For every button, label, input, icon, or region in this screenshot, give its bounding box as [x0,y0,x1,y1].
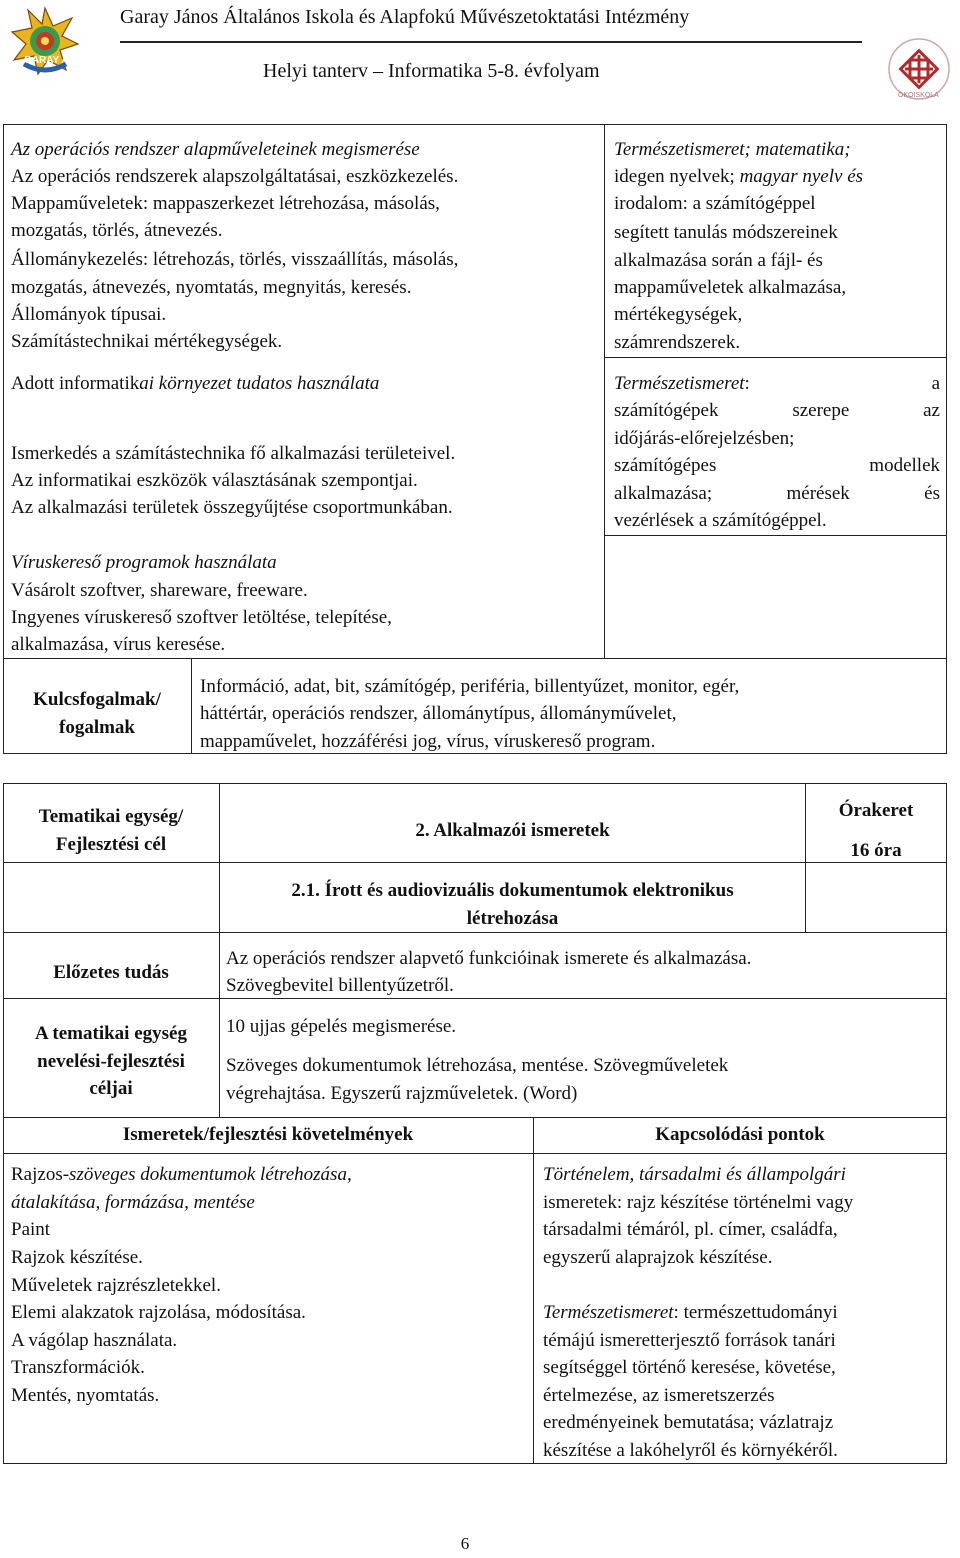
text-line: Transzformációk. [11,1357,145,1378]
unit-title: 2. Alkalmazói ismeretek [415,820,610,841]
text-part: alkalmazása; [614,483,713,504]
text-line [614,163,863,191]
text-part: idegen nyelvek; [614,166,740,187]
text-line: Mappaműveletek: mappaszerkezet létrehozása, másolás, [11,193,440,214]
text-line: Mentés, nyomtatás. [11,1385,160,1406]
text-line: Az operációs rendszer alapvető funkcióinak ismerete és alkalmazása. [226,948,752,969]
hours-value: 16 óra [850,840,902,861]
text-part: mérések [786,483,850,504]
text-line: Műveletek rajzrészletekkel. [11,1275,221,1296]
text-line: Az alkalmazási területek összegyűjtése csoportmunkában. [11,497,453,518]
text-line [543,1299,838,1327]
text-line: mappaművelet, hozzáférési jog, vírus, víruskereső program. [200,731,656,752]
text-line: segítséggel történő keresése, követése, [543,1357,836,1378]
text-part: : természettudományi [673,1302,838,1323]
text-line: mappaműveletek alkalmazása, [614,277,847,298]
text-line: A vágólap használata. [11,1330,178,1351]
text-part: magyar nyelv és [739,166,864,187]
header-rule [120,41,862,43]
column-header-connections: Kapcsolódási pontok [655,1124,825,1145]
block-title: Víruskereső programok használata [11,552,277,573]
text-line: ismeretek: rajz készítése történelmi vagy [543,1192,854,1213]
border [3,998,947,999]
school-name: Garay János Általános Iskola és Alapfokú Művészetoktatási Intézmény [120,6,690,28]
text-line: témájú ismeretterjesztő források tanári [543,1330,836,1351]
text-line: Ingyenes víruskereső szoftver letöltése, telepítése, [11,607,392,628]
text-line [11,1161,352,1189]
text-line [614,452,940,480]
text-line: alkalmazása során a fájl- és [614,250,823,271]
text-line: végrehajtása. Egyszerű rajzműveletek. (Word) [226,1083,578,1104]
page-number: 6 [460,1534,470,1553]
text-line: számrendszerek. [614,332,741,353]
title-part: Adott informatik [11,373,140,394]
logo-text: GARAY AMI [24,55,80,66]
eco-logo-text: ÖKOISKOLA [898,92,939,99]
key-concepts-label [3,686,191,742]
prior-knowledge-label: Előzetes tudás [53,962,169,983]
border [3,124,4,754]
text-line: Történelem, társadalmi és állampolgári [543,1164,846,1185]
label-line: fogalmak [59,717,135,738]
text-line: időjárás-előrejelzésben; [614,428,795,449]
title-line: 2.1. Írott és audiovizuális dokumentumok elektronikus [291,880,734,901]
text-line: Információ, adat, bit, számítógép, periféria, billentyűzet, monitor, egér, [200,676,740,697]
text-part: az [923,400,940,421]
text-line: 10 ujjas gépelés megismerése. [226,1016,457,1037]
text-line: mozgatás, átnevezés, nyomtatás, megnyitás, keresés. [11,277,412,298]
text-part: : [744,373,750,394]
label-line: Kulcsfogalmak/ [33,689,161,710]
text-part: szerepe [792,400,850,421]
border [604,535,946,536]
school-logo [10,6,80,76]
text-line: értelmezése, az ismeretszerzés [543,1385,775,1406]
border [3,932,947,933]
label-line: Fejlesztési cél [55,834,167,855]
text-line: Az operációs rendszerek alapszolgáltatásai, eszközkezelés. [11,166,459,187]
hours-label: Órakeret [838,800,914,821]
text-part: a [931,373,940,394]
block-title: Az operációs rendszer alapműveleteinek megismerése [11,139,420,160]
text-line: egyszerű alaprajzok készítése. [543,1247,773,1268]
document-subtitle: Helyi tanterv – Informatika 5-8. évfolyam [263,60,600,82]
text-line: Állománykezelés: létrehozás, törlés, visszaállítás, másolás, [11,249,459,270]
text-part: és [924,483,940,504]
text-part: Természetismeret [543,1302,674,1323]
text-line: Vásárolt szoftver, shareware, freeware. [11,580,308,601]
text-part: Természetismeret [614,373,745,394]
text-part: számítógépes [614,455,717,476]
thematic-unit-label [3,803,219,859]
text-line: társadalmi témáról, pl. címer, családfa, [543,1219,838,1240]
border [533,1117,534,1464]
text-part: számítógépek [614,400,719,421]
goals-label [3,1020,219,1103]
text-line: vezérlések a számítógéppel. [614,510,827,531]
title-part: ai környezet tudatos használata [139,373,380,394]
text-line: Elemi alakzatok rajzolása, módosítása. [11,1302,306,1323]
border [946,783,947,1464]
label-line: céljai [89,1078,133,1099]
label-line: A tematikai egység [35,1023,187,1044]
text-line: Szöveges dokumentumok létrehozása, mentése. Szövegműveletek [226,1055,729,1076]
text-line: Számítástechnikai mértékegységek. [11,331,283,352]
column-header-requirements: Ismeretek/fejlesztési követelmények [122,1124,414,1145]
text-line: mozgatás, törlés, átnevezés. [11,220,223,241]
label-line: Tematikai egység/ [38,806,184,827]
text-line: irodalom: a számítógéppel [614,193,816,214]
text-line: Állományok típusai. [11,304,167,325]
text-line: háttértár, operációs rendszer, állománytípus, állományművelet, [200,703,677,724]
title-line: létrehozása [466,907,559,929]
text-part: Rajzos- [11,1164,70,1185]
border [191,658,192,753]
text-line: átalakítása, formázása, mentése [11,1192,255,1213]
block-title [11,370,379,398]
text-line: Ismerkedés a számítástechnika fő alkalmazási területeivel. [11,443,456,464]
text-line [614,480,940,508]
border [3,1117,947,1118]
text-line: Paint [11,1219,51,1240]
text-line: segített tanulás módszereinek [614,222,838,243]
text-line: készítése a lakóhelyről és környékéről. [543,1440,838,1461]
border [3,124,947,125]
eco-school-logo [886,36,952,102]
text-line: Az informatikai eszközök választásának szempontjai. [11,470,418,491]
border [946,124,947,754]
text-line: mértékegységek, [614,304,743,325]
border [604,357,946,358]
text-line: Rajzok készítése. [11,1247,143,1268]
text-part: modellek [869,455,940,476]
text-line [614,397,940,425]
text-line: alkalmazása, vírus keresése. [11,634,226,655]
text-line: Szövegbevitel billentyűzetről. [226,975,454,996]
text-part: szöveges dokumentumok létrehozása, [69,1164,352,1185]
text-line: eredményeinek bemutatása; vázlatrajz [543,1412,834,1433]
border [604,124,605,658]
label-line: nevelési-fejlesztési [37,1050,185,1072]
subunit-title [220,877,805,932]
border [3,1153,947,1154]
text-line [614,370,940,398]
text-line: Természetismeret; matematika; [614,139,851,160]
